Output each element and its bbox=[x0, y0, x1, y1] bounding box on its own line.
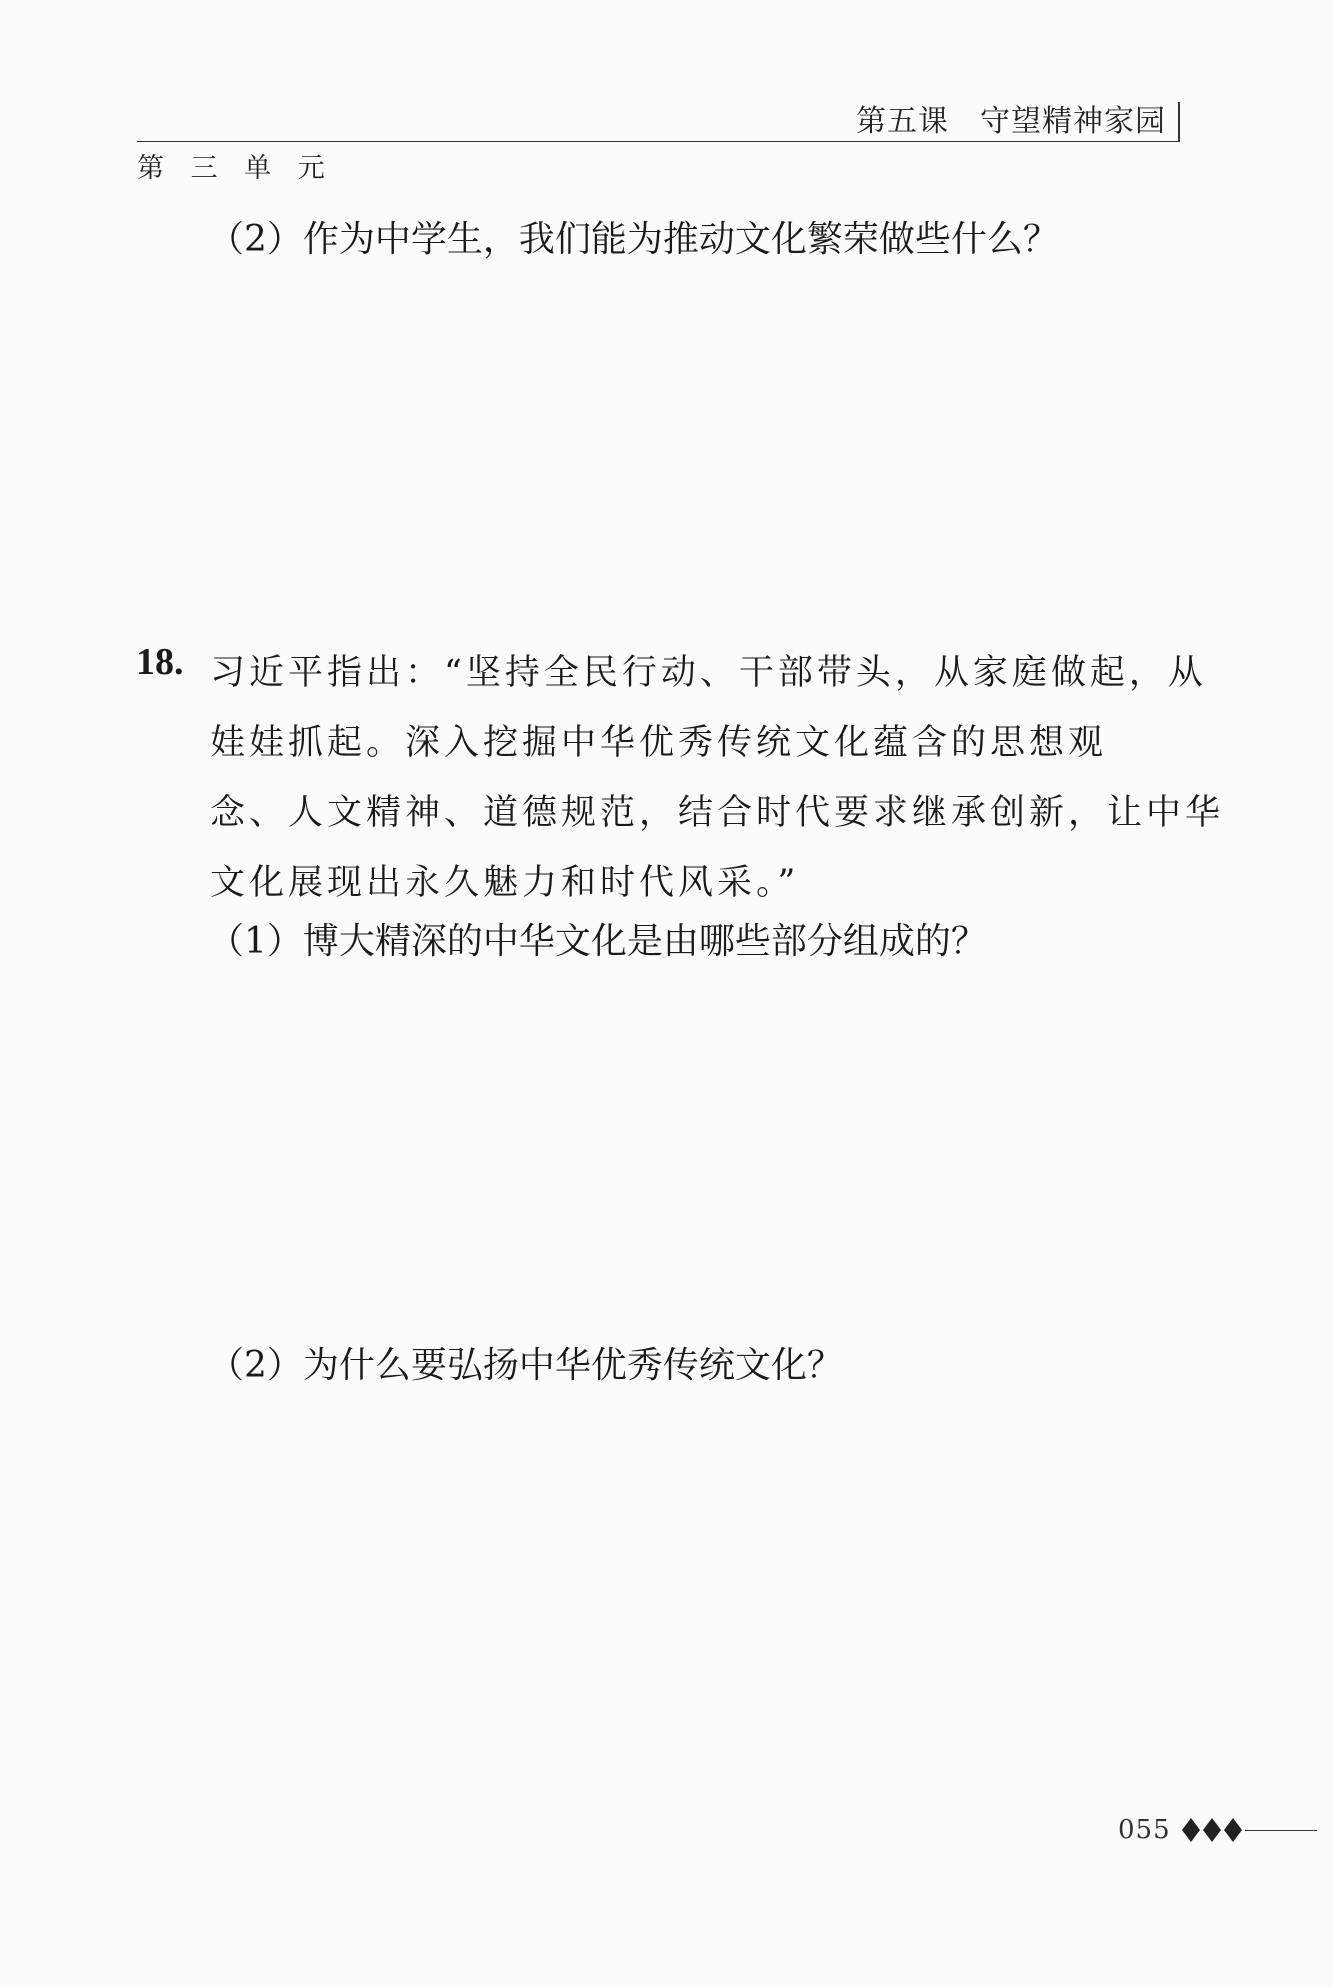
unit-label: 第 三 单 元 bbox=[137, 153, 334, 184]
page-number: 055 bbox=[1118, 1815, 1171, 1845]
stem-line: 念、人文精神、道德规范，结合时代要求继承创新，让中华 bbox=[210, 793, 1225, 833]
stem-line: 娃娃抓起。深入挖掘中华优秀传统文化蕴含的思想观 bbox=[210, 723, 1108, 763]
footer-divider bbox=[1245, 1830, 1317, 1831]
page-footer bbox=[1118, 1815, 1317, 1845]
triple-diamond-icon bbox=[1181, 1816, 1243, 1844]
lesson-title: 第五课 守望精神家园 bbox=[856, 102, 1180, 142]
question-18-part-2: （2）为什么要弘扬中华优秀传统文化？ bbox=[208, 1345, 843, 1386]
question-18-part-1: （1）博大精深的中华文化是由哪些部分组成的？ bbox=[208, 921, 987, 962]
header-divider bbox=[137, 141, 1180, 142]
question-17-part-2: （2）作为中学生，我们能为推动文化繁荣做些什么？ bbox=[208, 219, 1059, 260]
stem-line: 文化展现出永久魅力和时代风采。” bbox=[210, 863, 800, 903]
question-18-stem bbox=[210, 638, 1225, 918]
question-18-number: 18. bbox=[136, 641, 184, 683]
stem-line: 习近平指出：“坚持全民行动、干部带头，从家庭做起，从 bbox=[210, 653, 1207, 693]
